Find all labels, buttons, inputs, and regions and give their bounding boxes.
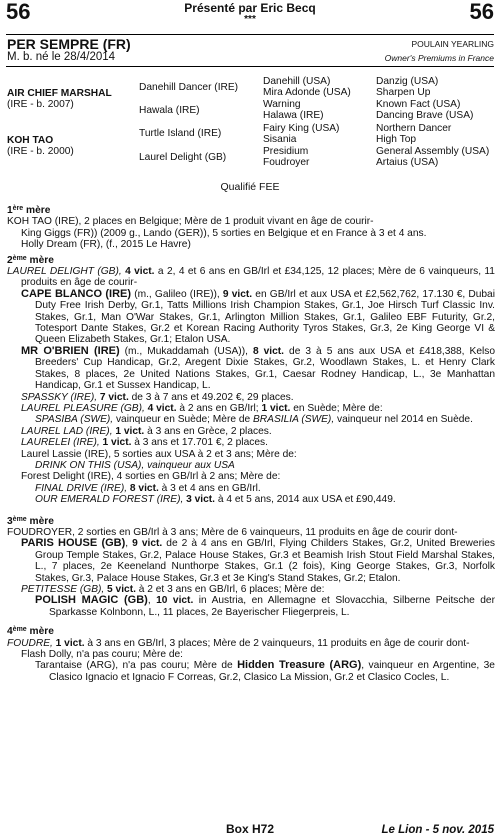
dam-paragraph: FOUDROYER, 2 sorties en GB/Irl à 3 ans; Mère de 6 vainqueurs, 11 produits en âge de courir dont- [7,526,458,538]
pedigree-gen3: Danehill (USA) [263,76,331,87]
pedigree-gen3: Fairy King (USA) [263,123,340,134]
produce-entry: SPASSKY (IRE), 7 vict. de 3 à 7 ans et 49.202 €, 29 places. [21,391,294,403]
top-rule [6,34,494,35]
pedigree-sire: AIR CHIEF MARSHAL [7,88,112,99]
pedigree-rule [6,66,494,67]
pedigree-gen2: Hawala (IRE) [139,105,200,116]
produce-record [7,205,495,683]
produce-entry: MR O'BRIEN (IRE) (m., Mukaddamah (USA)), 8 vict. de 3 à 5 ans aux USA et £418,388, Kelso Breeders' Cup Handicap, Gr.2, Aregent Dixie Stakes, Gr.2, Woodlawn Stakes, L. et Henry Clark Stakes, 8 places, 2e United Nations Stakes, Gr.1, Caesar Rodney Handicap, L., 3e Manhattan Handicap, Gr.1 et Sussex Handicap, L. [21,344,496,392]
produce-entry: SPASIBA (SWE), vainqueur en Suède; Mère de BRASILIA (SWE), vainqueur nel 2014 en Suède. [35,414,473,426]
pedigree-gen3: Halawa (IRE) [263,110,324,121]
pedigree-gen2: Turtle Island (IRE) [139,128,222,139]
presenter: Présenté par Eric Becq [184,1,316,15]
pedigree-gen3: Presidium [263,146,309,157]
produce-entry: Holly Dream (FR), (f., 2015 Le Havre) [21,239,191,251]
produce-entry: Flash Dolly, n'a pas couru; Mère de: [21,649,183,661]
qualification: Qualifié FEE [220,181,280,193]
produce-entry: Tarantaise (ARG), n'a pas couru; Mère de Hidden Treasure (ARG), vainqueur en Argentine, 3e Clasico Ignacio et Ignacio F Correas, Gr.2, Clasico La Mission, Gr.2 et Clasico Cocles, L. [35,659,495,683]
horse-birth: M. b. né le 28/4/2014 [7,51,116,63]
section-heading: 1ère mère [7,205,51,216]
produce-entry: PARIS HOUSE (GB), 9 vict. de 2 à 4 ans en GB/Irl, Flying Childers Stakes, Gr.2, United Breweries Group Temple Stakes, Gr.2, Palace House Stakes, Gr.3 et Beamish Irish Stout Field Marshal Stakes, L., 7 places, 2e Keeneland Nunthorpe Stakes, Gr.1 (2 fois), King George Stakes, Gr.3, Norfolk Stakes, Gr.3, Palace House Stakes, Gr.3 et 3e King's Stand Stakes, Gr.2; Etalon. [21,537,495,584]
produce-entry: Forest Delight (IRE), 4 sorties en GB/Irl à 2 ans; Mère de: [21,471,281,483]
pedigree-sire-info: (IRE - b. 2007) [7,99,74,110]
produce-entry: PETITESSE (GB), 5 vict. à 2 et 3 ans en GB/Irl, 6 places; Mère de: [21,584,325,595]
dam-paragraph: KOH TAO (IRE), 2 places en Belgique; Mère de 1 produit vivant en âge de courir- [7,216,374,228]
produce-entry: OUR EMERALD FOREST (IRE), 3 vict. à 4 et 5 ans, 2014 aux USA et £90,449. [35,494,396,506]
pedigree-dam: KOH TAO [7,135,54,146]
pedigree-gen3: Sisania [263,134,297,145]
owners-premiums: Owner's Premiums in France [384,53,494,63]
produce-entry: FINAL DRIVE (IRE), 8 vict. à 3 et 4 ans en GB/Irl. [35,482,261,494]
pedigree-gen4: Northern Dancer [376,123,452,134]
produce-entry: DRINK ON THIS (USA), vainqueur aux USA [35,459,235,471]
lot-number-left: 56 [6,0,31,24]
pedigree-gen3: Foudroyer [263,157,310,168]
box-number: Box H72 [225,822,275,836]
pedigree-gen2: Danehill Dancer (IRE) [139,82,239,93]
pedigree-gen4: Dancing Brave (USA) [376,110,474,121]
produce-entry: Laurel Lassie (IRE), 5 sorties aux USA à 2 et 3 ans; Mère de: [21,448,297,460]
pedigree-gen4: Sharpen Up [376,87,431,98]
produce-entry: POLISH MAGIC (GB), 10 vict. in Austria, en Allemagne et Slovacchia, Silberne Peitsche der Sparkasse Kolnbonn, L., 11 places, 2e Bayerischer Fliegerpreis, L. [35,594,495,618]
pedigree-gen3: Mira Adonde (USA) [263,87,351,98]
pedigree-dam-info: (IRE - b. 2000) [7,146,74,157]
produce-entry: LAURELEI (IRE), 1 vict. à 3 ans et 17.701 €, 2 places. [21,437,268,449]
lot-number-right: 56 [469,0,494,24]
produce-entry: LAUREL PLEASURE (GB), 4 vict. à 2 ans en GB/Irl; 1 vict. en Suède; Mère de: [21,402,383,414]
sale-date: Le Lion - 5 nov. 2015 [381,824,494,836]
sex-age: POULAIN YEARLING [411,39,494,49]
dam-paragraph: FOUDRE, 1 vict. à 3 ans en GB/Irl, 3 places; Mère de 2 vainqueurs, 11 produits en âge de courir dont- [7,637,470,649]
pedigree-gen4: Known Fact (USA) [376,99,461,110]
rating-stars: *** [244,14,256,25]
pedigree-gen3: Warning [263,99,301,110]
pedigree-gen4: General Assembly (USA) [376,146,490,157]
section-heading: 2ème mère [7,254,54,266]
dam-paragraph: LAUREL DELIGHT (GB), 4 vict. a 2, 4 et 6 ans en GB/Irl et £34,125, 12 places; Mère de 6 vainqueurs, 11 produits en âge de courir- [7,266,495,289]
pedigree-gen4: Danzig (USA) [376,76,439,87]
pedigree-gen2: Laurel Delight (GB) [139,152,227,163]
section-heading: 3ème mère [7,515,54,527]
horse-name: PER SEMPRE (FR) [7,36,131,52]
pedigree-gen4: High Top [376,134,417,145]
produce-entry: CAPE BLANCO (IRE) (m., Galileo (IRE)), 9 vict. en GB/Irl et aux USA et £2,562,762, 17.130 €, Dubai Duty Free Irish Derby, Gr.1, Tatts Millions Irish Champion Stakes, Gr.1, Joe Hirsch Turf Classic Inv. Stakes, Gr.1, Man O'War Stakes, Gr.1, Arlington Million Stakes, Gr.1, Galileo EBF Futurity, Gr.2, Totesport Dante Stakes, Gr.2 et Korean Racing Authority Tyros Stakes, Gr.3, 2e King George VI & Queen Elizabeth Stakes, Gr.1; Etalon USA. [21,287,495,346]
section-heading: 4ème mère [7,626,54,638]
produce-entry: King Giggs (FR)) (2009 g., Lando (GER)), 5 sorties en Belgique et en France à 3 et 4 ans. [21,227,427,239]
pedigree-gen4: Artaius (USA) [376,157,439,168]
produce-entry: LAUREL LAD (IRE), 1 vict. à 3 ans en Grèce, 2 places. [21,425,272,437]
